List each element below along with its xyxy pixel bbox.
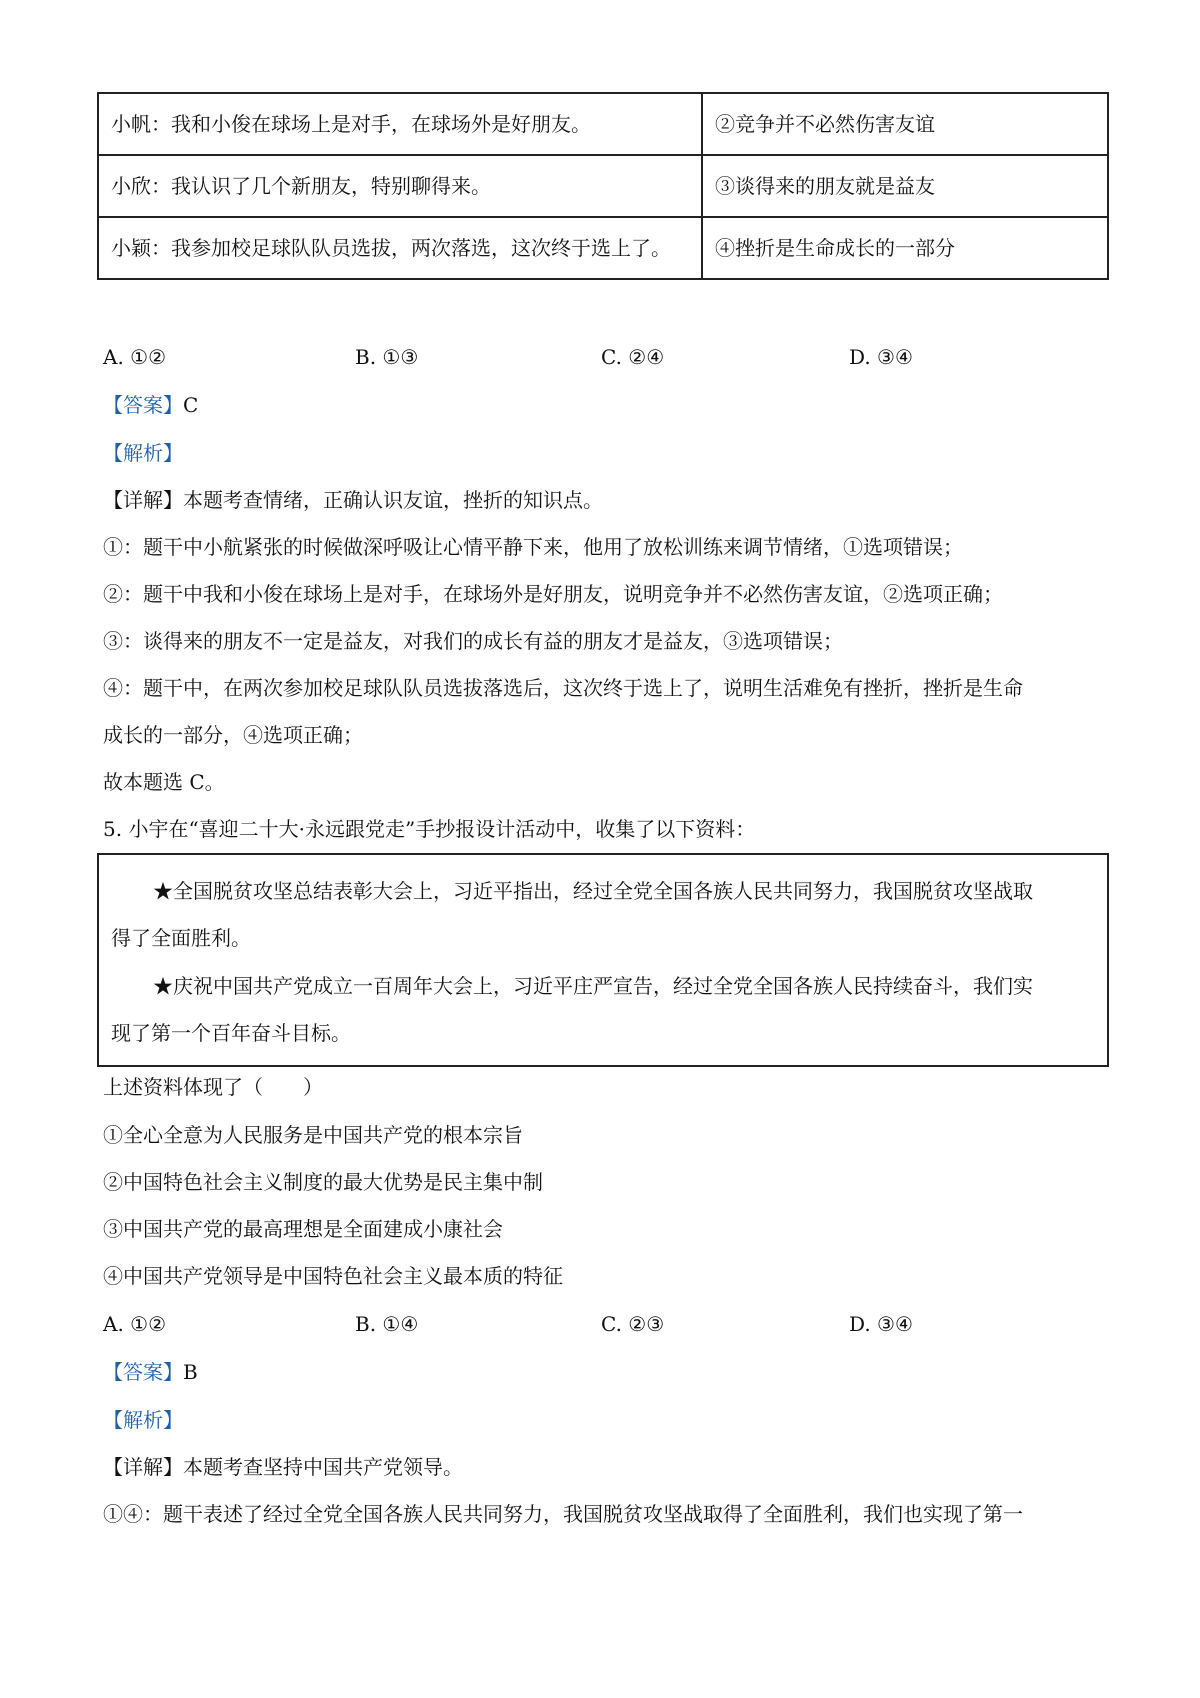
answer-value: B xyxy=(183,1360,198,1384)
material-paragraph-cont: 现了第一个百年奋斗目标。 xyxy=(111,1021,351,1045)
table-cell-statement: 小颖：我参加校足球队队员选拔，两次落选，这次终于选上了。 xyxy=(98,217,702,279)
q5-stem: 5. 小宇在“喜迎二十大·永远跟党走”手抄报设计活动中，收集了以下资料： xyxy=(103,817,756,841)
q4-analysis-line: ①：题干中小航紧张的时候做深呼吸让心情平静下来，他用了放松训练来调节情绪，①选项错误； xyxy=(103,535,963,559)
q4-analysis-tag: 【解析】 xyxy=(103,441,183,465)
material-line: ★庆祝中国共产党成立一百周年大会上，习近平庄严宣告，经过全党全国各族人民持续奋斗，我们实 xyxy=(153,974,1033,998)
q5-option-a: A. ①② xyxy=(103,1312,167,1336)
q5-item: ②中国特色社会主义制度的最大优势是民主集中制 xyxy=(103,1170,543,1194)
material-paragraph xyxy=(111,972,1096,1000)
q4-option-d: D. ③④ xyxy=(849,345,913,369)
q4-analysis-line: ③：谈得来的朋友不一定是益友，对我们的成长有益的朋友才是益友，③选项错误； xyxy=(103,629,843,653)
q5-item: ④中国共产党领导是中国特色社会主义最本质的特征 xyxy=(103,1264,563,1288)
answer-tag: 【答案】 xyxy=(103,1360,183,1384)
q4-analysis-line: ②：题干中我和小俊在球场上是对手，在球场外是好朋友，说明竞争并不必然伤害友谊，②选项正确； xyxy=(103,582,1003,606)
q5-analysis-line: ①④：题干表述了经过全党全国各族人民共同努力，我国脱贫攻坚战取得了全面胜利，我们也实现了第一 xyxy=(103,1502,1023,1526)
table-cell-option: ④挫折是生命成长的一部分 xyxy=(702,217,1108,279)
table-row xyxy=(98,155,1108,217)
q5-option-d: D. ③④ xyxy=(849,1312,913,1336)
q5-item: ③中国共产党的最高理想是全面建成小康社会 xyxy=(103,1217,503,1241)
q4-analysis-line: 成长的一部分，④选项正确； xyxy=(103,723,363,747)
q5-answer xyxy=(103,1358,198,1386)
q4-option-c: C. ②④ xyxy=(601,345,665,369)
q4-analysis-line: ④：题干中，在两次参加校足球队队员选拔落选后，这次终于选上了，说明生活难免有挫折，挫折是生命 xyxy=(103,676,1023,700)
material-paragraph-cont: 得了全面胜利。 xyxy=(111,926,251,950)
q5-option-b: B. ①④ xyxy=(355,1312,419,1336)
q5-analysis-tag: 【解析】 xyxy=(103,1408,183,1432)
table-cell-option: ③谈得来的朋友就是益友 xyxy=(702,155,1108,217)
material-line: ★全国脱贫攻坚总结表彰大会上，习近平指出，经过全党全国各族人民共同努力，我国脱贫攻坚战取 xyxy=(153,879,1033,903)
q4-option-a: A. ①② xyxy=(103,345,167,369)
q4-detail: 【详解】本题考查情绪，正确认识友谊，挫折的知识点。 xyxy=(103,488,603,512)
q4-answer xyxy=(103,391,198,419)
q4-conclusion: 故本题选 C。 xyxy=(103,770,225,794)
q5-item: ①全心全意为人民服务是中国共产党的根本宗旨 xyxy=(103,1123,523,1147)
material-paragraph xyxy=(111,877,1096,905)
statement-table xyxy=(97,92,1109,280)
table-cell-option: ②竞争并不必然伤害友谊 xyxy=(702,93,1108,155)
answer-tag: 【答案】 xyxy=(103,393,183,417)
material-box xyxy=(97,853,1109,1067)
q5-prompt: 上述资料体现了（ ） xyxy=(103,1075,323,1099)
table-cell-statement: 小帆：我和小俊在球场上是对手，在球场外是好朋友。 xyxy=(98,93,702,155)
table-cell-statement: 小欣：我认识了几个新朋友，特别聊得来。 xyxy=(98,155,702,217)
q5-option-c: C. ②③ xyxy=(601,1312,665,1336)
q4-option-b: B. ①③ xyxy=(355,345,419,369)
answer-value: C xyxy=(183,393,199,417)
table-row xyxy=(98,217,1108,279)
q5-detail: 【详解】本题考查坚持中国共产党领导。 xyxy=(103,1455,463,1479)
table-row xyxy=(98,93,1108,155)
